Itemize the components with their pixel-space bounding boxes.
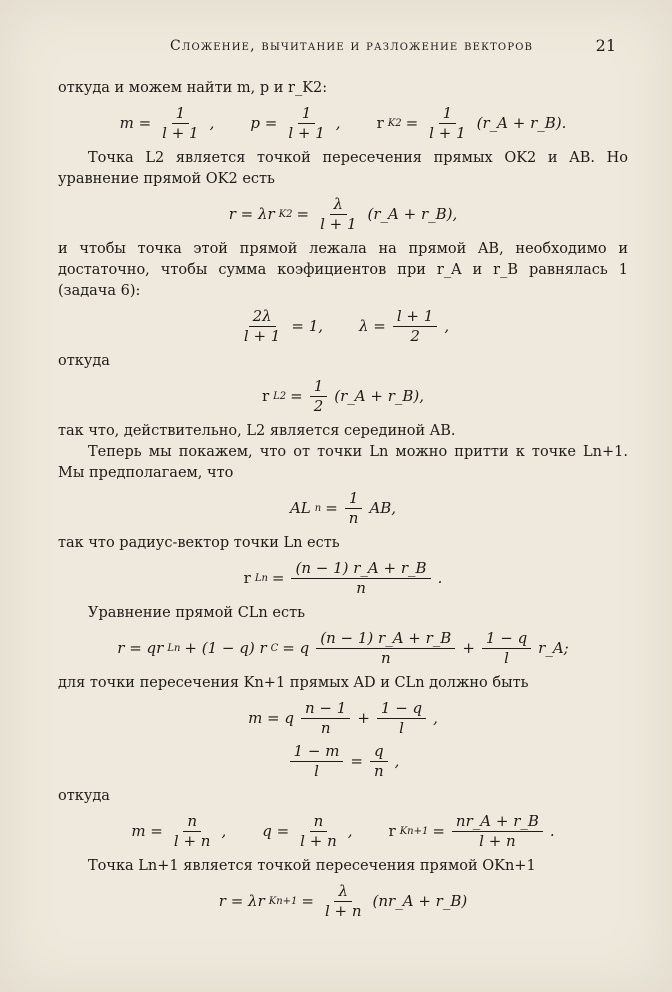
running-title: Сложение, вычитание и разложение векторов [170,38,534,54]
page-number: 21 [595,36,616,55]
fraction: $\frac{n}{l + n}$ [300,812,337,850]
equation-2: r = λr K2 = $\frac{\lambda}{l + 1}$ (r_A + r_B), [228,195,458,233]
fraction: $\frac{1}{2}$ [310,378,328,415]
paragraph-3: и чтобы точка этой прямой лежала на прямой AB, необходимо и достаточно, чтобы сумма коэфициентов при r_A и r_B равнялась 1 (задача 6): [58,241,628,299]
page-body [58,78,628,926]
page-header [0,36,672,60]
fraction: $\frac{(n - 1) r\_A + r\_B}{n}$ [291,560,430,597]
paragraph-5: так что, действительно, L2 является серединой AB. [58,423,456,439]
paragraph-10: откуда [58,788,110,804]
paragraph-8: Уравнение прямой CLn есть [88,605,305,621]
fraction: $\frac{\lambda}{l + 1}$ [320,195,357,233]
fraction: $\frac{2\lambda}{l + 1}$ [243,307,281,345]
equation-5: AL n = $\frac{1}{n}$ AB, [289,489,397,527]
equation-4: r L2 = $\frac{1}{2}$ (r_A + r_B), [261,377,425,415]
equation-1: m = $\frac{1}{l + 1}$ , p = $\frac{1}{l + 1}$ , r K2 = $\frac{1}{l + 1}$ (r_A + r_B). [119,104,567,142]
equation-6: r Ln = $\frac{(n - 1) r\_A + r\_B}{n}$ . [243,559,443,597]
equation-8: m = q $\frac{n - 1}{n}$ + $\frac{1 - q}{l}$ , [248,699,438,737]
paragraph-6: Теперь мы покажем, что от точки Ln можно притти к точке Ln+1. Мы предполагаем, что [58,444,628,481]
paragraph-11: Точка Ln+1 является точкой пересечения прямой OKn+1 [88,858,536,874]
paragraph-7: так что радиус-вектор точки Ln есть [58,535,340,551]
fraction: $\frac{n - 1}{n}$ [301,700,350,737]
paragraph-1: откуда и можем найти m, p и r_K2: [58,80,328,96]
paragraph-4: откуда [58,353,110,369]
paragraph-2: Точка L2 является точкой пересечения прямых OK2 и AB. Но уравнение прямой OK2 есть [58,150,628,187]
fraction: $\frac{1}{n}$ [345,490,363,527]
fraction: $\frac{1}{l + 1}$ [288,104,325,142]
fraction: $\frac{q}{n}$ [370,743,388,780]
fraction: $\frac{1 - m}{l}$ [290,743,344,780]
fraction: $\frac{n}{l + n}$ [173,812,211,850]
equation-7: r = qr Ln + (1 − q) r C = q $\frac{(n - 1) r\_A + r\_B}{n}$ + $\frac{1 - q}{l}$ r_A; [117,629,569,667]
fraction: $\frac{1}{l + 1}$ [162,104,199,142]
paragraph-9: для точки пересечения Kn+1 прямых AD и CLn должно быть [58,675,529,691]
equation-3: $\frac{2\lambda}{l + 1}$ = 1, λ = $\frac{l + 1}{2}$ , [58,308,628,345]
equation-10: m = $\frac{n}{l + n}$ , q = $\frac{n}{l + n}$ , r Kn+1 = $\frac{nr\_A + r\_B}{l + n}$ . [131,812,555,850]
fraction: $\frac{(n - 1) r\_A + r\_B}{n}$ [316,630,455,667]
fraction: $\frac{1}{l + 1}$ [429,104,466,142]
equation-9: $\frac{1 - m}{l}$ = $\frac{q}{n}$ , [58,743,628,780]
fraction: $\frac{1 - q}{l}$ [377,700,426,737]
fraction: $\frac{1 - q}{l}$ [482,630,531,667]
equation-11: r = λr Kn+1 = $\frac{\lambda}{l + n}$ (nr_A + r_B) [218,882,468,920]
fraction: $\frac{\lambda}{l + n}$ [324,882,362,920]
fraction: $\frac{nr\_A + r\_B}{l + n}$ [452,813,543,850]
fraction: $\frac{l + 1}{2}$ [393,308,437,345]
